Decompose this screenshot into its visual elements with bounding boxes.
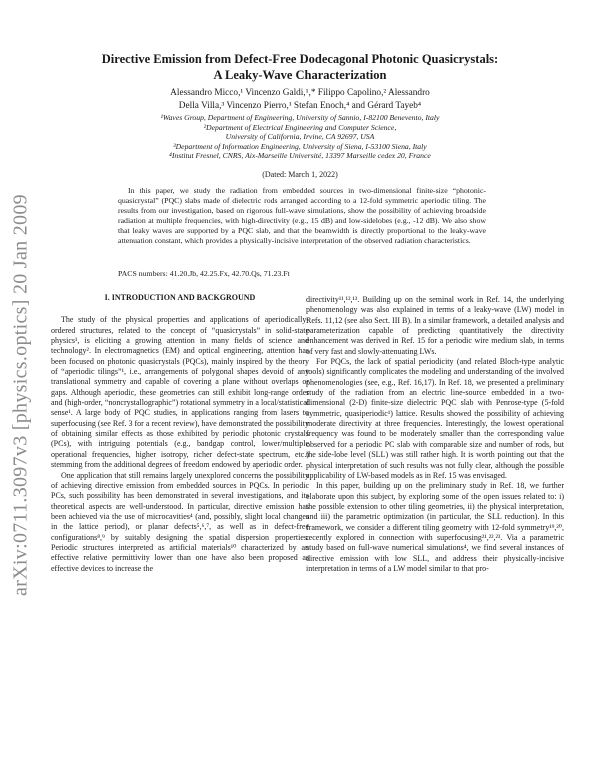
affiliation-1: ¹Waves Group, Department of Engineering, University of Sannio, I-82100 Benevento, Italy (160, 113, 440, 122)
affiliations (70, 113, 530, 161)
affiliation-4: ⁴Institut Fresnel, CNRS, Aix-Marseille Université, 13397 Marseille cedex 20, France (169, 151, 431, 161)
pacs-numbers: PACS numbers: 41.20.Jb, 42.25.Fx, 42.70.Qs, 71.23.Ft (118, 269, 290, 278)
abstract: In this paper, we study the radiation from embedded sources in two-dimensional finite-size “photonic-quasicrystal” (PQC) slabs made of dielectric rods arranged according to a 12-fold symmetric aperiodic tiling. The results from our investigation, based on rigorous full-wave simulations, show the possibility of achieving broadside radiation at multiple frequencies, with high-directivity (e.g., 15 dB) and low-sidelobes (e.g., -12 dB). We also show that leaky waves are supported by a PQC slab, and that the beamwidth is directly proportional to the leaky-wave attenuation constant, which provides a physically-incisive interpretation of the observed radiation characteristics. (118, 186, 486, 246)
left-column (51, 293, 309, 574)
body-paragraph: directivity¹¹,¹²,¹³. Building up on the seminal work in Ref. 14, the underlying phenomenology was also explained in terms of a leaky-wave (LW) model in Refs. 11,12 (see also Sect. III B). In a similar framework, a detailed analysis and parameterization capable of predicting quantitatively the directivity enhancement was derived in Ref. 15 for a periodic wire medium slab, in terms of very fast and slowly-attenuating LWs. (306, 295, 564, 356)
authors-line-1: Alessandro Micco,¹ Vincenzo Galdi,¹,* Filippo Capolino,² Alessandro (170, 88, 430, 98)
section-heading: I. INTRODUCTION AND BACKGROUND (104, 293, 256, 302)
right-column (306, 295, 564, 574)
body-paragraph: The study of the physical properties and applications of aperiodically-ordered structures, related to the concept of “quasicrystals” in solid-state physics¹, is eliciting a growing attention in many fields of science and technology². In electromagnetics (EM) and optical engineering, attention has been focused on photonic quasicrystals (PQCs), mainly inspired by the theory of “aperiodic tilings”¹, i.e., arrangements of polygonal shapes devoid of any translational symmetry and capable of covering a plane without overlaps or gaps. Although aperiodic, these geometries can still exhibit long-range order and (high-order, “noncrystallographic”) rotational symmetry in a local/statistical sense¹. A large body of PQC studies, in applications ranging from lasers to superfocusing (see Ref. 3 for a recent review), have demonstrated the possibility of obtaining similar effects as those exhibited by periodic photonic crystals (PCs), with intriguing potentials (e.g., bandgap control, lower/multiple operational frequencies, higher isotropy, richer defect-state spectrum, etc.) stemming from the additional degrees of freedom endowed by aperiodic order. (51, 315, 309, 470)
paper-title (60, 51, 540, 83)
affiliation-2b: University of California, Irvine, CA 92697, USA (225, 132, 375, 142)
title-line-2: A Leaky-Wave Characterization (213, 68, 387, 82)
body-paragraph: One application that still remains largely unexplored concerns the possibility of achieving directive emission from embedded sources in PQCs. In periodic PCs, such possibility has been demonstrated in several investigations, and its theoretical aspects are well-understood. In particular, directive emission has been achieved via the use of microcavities⁴ (and, possibly, slight local changes in the lattice period), or planar defects⁵,⁶,⁷, as well as in defect-free configurations⁸,⁹ by suitably designing the spatial dispersion properties. Periodic structures interpreted as artificial materials¹⁰ characterized by an effective relative permittivity lower than one have also been proposed as effective devices to increase the (51, 470, 309, 573)
body-paragraph: In this paper, building up on the preliminary study in Ref. 18, we further elaborate upon this subject, by exploring some of the open issues related to: i) the possible extension to other tiling geometries, ii) the physical interpretation, and iii) the parametric optimization (in particular, the SLL reduction). In this framework, we consider a different tiling geometry with 12-fold symmetry¹⁹,²⁰, recently explored in connection with superfocusing²¹,²²,²³. Via a parametric study based on full-wave numerical simulations⁴, we find several instances of directive emission with low SLL, and address their physically-incisive interpretation in terms of a LW model similar to that pro- (306, 481, 564, 573)
affiliation-2a: ²Department of Electrical Engineering and Computer Science, (203, 122, 397, 132)
arxiv-stamp (4, 0, 38, 776)
authors-line-2: Della Villa,³ Vincenzo Pierro,¹ Stefan Enoch,⁴ and Gérard Tayeb⁴ (178, 100, 422, 111)
affiliation-3: ³Department of Information Engineering, University of Siena, I-53100 Siena, Italy (173, 141, 427, 151)
title-line-1: Directive Emission from Defect-Free Dodecagonal Photonic Quasicrystals: (101, 52, 499, 66)
date-line: (Dated: March 1, 2022) (262, 170, 338, 179)
body-paragraph: For PQCs, the lack of spatial periodicity (and related Bloch-type analytic tools) significantly complicates the modeling and understanding of the involved phenomenologies (see, e.g., Ref. 16,17). In Ref. 18, we presented a preliminary study of the radiation from an electric line-source embedded in a two-dimensional (2-D) finite-size dielectric PQC slab with Penrose-type (5-fold symmetric, quasiperiodic¹) lattice. Results showed the possibility of achieving moderate directivity at three frequencies. Interestingly, the lowest operational frequency was found to be moderately smaller than the corresponding value observed for a periodic PC slab with comparable size and number of rods, but the side-lobe level (SLL) was still rather high. It is worth pointing out that the physical interpretation of such results was not fully clear, although the possible applicability of LW-based models as in Ref. 15 was envisaged. (306, 357, 564, 480)
author-list (60, 87, 540, 112)
arxiv-id: arXiv:0711.3097v3 [physics.optics] 20 Jan 2009 (9, 194, 32, 596)
